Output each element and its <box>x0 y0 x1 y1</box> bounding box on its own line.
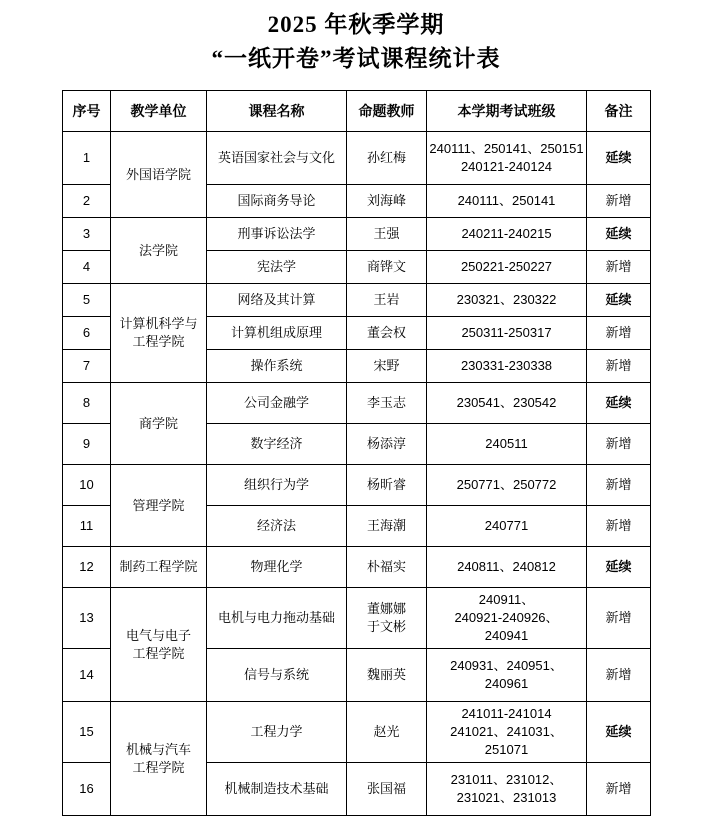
cell-classes: 230321、230322 <box>427 284 587 317</box>
cell-unit: 外国语学院 <box>111 132 207 218</box>
cell-seq: 12 <box>63 547 111 588</box>
header-classes: 本学期考试班级 <box>427 91 587 132</box>
cell-classes: 250221-250227 <box>427 251 587 284</box>
table-row <box>63 284 651 317</box>
cell-seq: 13 <box>63 588 111 649</box>
table-body <box>63 132 651 816</box>
cell-seq: 16 <box>63 763 111 816</box>
cell-classes: 240111、250141 <box>427 185 587 218</box>
cell-classes: 240771 <box>427 506 587 547</box>
cell-note: 新增 <box>587 588 651 649</box>
cell-teacher: 赵光 <box>347 702 427 763</box>
table-row <box>63 702 651 763</box>
cell-course: 物理化学 <box>207 547 347 588</box>
cell-classes: 231011、231012、 231021、231013 <box>427 763 587 816</box>
cell-note: 新增 <box>587 317 651 350</box>
cell-course: 英语国家社会与文化 <box>207 132 347 185</box>
cell-classes: 230331-230338 <box>427 350 587 383</box>
title-line-1: 2025 年秋季学期 <box>267 12 445 37</box>
cell-teacher: 杨昕睿 <box>347 465 427 506</box>
cell-seq: 5 <box>63 284 111 317</box>
cell-unit: 商学院 <box>111 383 207 465</box>
cell-teacher: 李玉志 <box>347 383 427 424</box>
cell-teacher: 董会权 <box>347 317 427 350</box>
table-row <box>63 547 651 588</box>
cell-teacher: 孙红梅 <box>347 132 427 185</box>
table-row <box>63 132 651 185</box>
cell-unit: 制药工程学院 <box>111 547 207 588</box>
cell-seq: 1 <box>63 132 111 185</box>
cell-note: 新增 <box>587 763 651 816</box>
cell-unit: 机械与汽车 工程学院 <box>111 702 207 816</box>
cell-seq: 4 <box>63 251 111 284</box>
table-row <box>63 218 651 251</box>
cell-seq: 3 <box>63 218 111 251</box>
cell-classes: 240911、 240921-240926、 240941 <box>427 588 587 649</box>
cell-classes: 240211-240215 <box>427 218 587 251</box>
cell-classes: 250771、250772 <box>427 465 587 506</box>
cell-teacher: 王岩 <box>347 284 427 317</box>
cell-note: 新增 <box>587 350 651 383</box>
cell-teacher: 杨添淳 <box>347 424 427 465</box>
cell-classes: 230541、230542 <box>427 383 587 424</box>
cell-teacher: 魏丽英 <box>347 649 427 702</box>
cell-teacher: 朴福实 <box>347 547 427 588</box>
cell-teacher: 刘海峰 <box>347 185 427 218</box>
cell-note: 新增 <box>587 185 651 218</box>
cell-course: 信号与系统 <box>207 649 347 702</box>
cell-unit: 管理学院 <box>111 465 207 547</box>
header-unit: 教学单位 <box>111 91 207 132</box>
cell-course: 操作系统 <box>207 350 347 383</box>
header-course: 课程名称 <box>207 91 347 132</box>
header-seq: 序号 <box>63 91 111 132</box>
cell-unit: 法学院 <box>111 218 207 284</box>
cell-note: 延续 <box>587 218 651 251</box>
cell-seq: 6 <box>63 317 111 350</box>
cell-classes: 240931、240951、 240961 <box>427 649 587 702</box>
cell-course: 组织行为学 <box>207 465 347 506</box>
cell-teacher: 张国福 <box>347 763 427 816</box>
cell-course: 宪法学 <box>207 251 347 284</box>
cell-course: 计算机组成原理 <box>207 317 347 350</box>
cell-seq: 2 <box>63 185 111 218</box>
cell-seq: 8 <box>63 383 111 424</box>
cell-course: 经济法 <box>207 506 347 547</box>
title-line-2: “一纸开卷”考试课程统计表 <box>211 46 501 71</box>
cell-note: 延续 <box>587 284 651 317</box>
cell-seq: 9 <box>63 424 111 465</box>
cell-classes: 240811、240812 <box>427 547 587 588</box>
cell-teacher: 董娜娜 于文彬 <box>347 588 427 649</box>
document-title <box>0 8 712 76</box>
cell-teacher: 宋野 <box>347 350 427 383</box>
cell-seq: 11 <box>63 506 111 547</box>
table-row <box>63 383 651 424</box>
cell-course: 公司金融学 <box>207 383 347 424</box>
cell-unit: 计算机科学与 工程学院 <box>111 284 207 383</box>
cell-course: 刑事诉讼法学 <box>207 218 347 251</box>
cell-note: 新增 <box>587 649 651 702</box>
cell-teacher: 王海潮 <box>347 506 427 547</box>
table-row <box>63 465 651 506</box>
cell-teacher: 商铧文 <box>347 251 427 284</box>
cell-course: 工程力学 <box>207 702 347 763</box>
cell-note: 新增 <box>587 251 651 284</box>
table-container <box>0 90 712 816</box>
table-header <box>63 91 651 132</box>
header-teacher: 命题教师 <box>347 91 427 132</box>
header-note: 备注 <box>587 91 651 132</box>
cell-unit: 电气与电子 工程学院 <box>111 588 207 702</box>
cell-note: 新增 <box>587 424 651 465</box>
cell-classes: 250311-250317 <box>427 317 587 350</box>
cell-note: 延续 <box>587 383 651 424</box>
course-statistics-table <box>62 90 651 816</box>
cell-note: 新增 <box>587 465 651 506</box>
cell-seq: 7 <box>63 350 111 383</box>
cell-seq: 14 <box>63 649 111 702</box>
table-header-row <box>63 91 651 132</box>
cell-seq: 10 <box>63 465 111 506</box>
cell-course: 机械制造技术基础 <box>207 763 347 816</box>
cell-course: 电机与电力拖动基础 <box>207 588 347 649</box>
cell-course: 国际商务导论 <box>207 185 347 218</box>
table-row <box>63 588 651 649</box>
cell-seq: 15 <box>63 702 111 763</box>
cell-classes: 240511 <box>427 424 587 465</box>
cell-classes: 241011-241014 241021、241031、 251071 <box>427 702 587 763</box>
cell-classes: 240111、250141、250151 240121-240124 <box>427 132 587 185</box>
cell-note: 延续 <box>587 702 651 763</box>
cell-note: 延续 <box>587 547 651 588</box>
cell-note: 新增 <box>587 506 651 547</box>
cell-course: 数字经济 <box>207 424 347 465</box>
cell-course: 网络及其计算 <box>207 284 347 317</box>
cell-teacher: 王强 <box>347 218 427 251</box>
cell-note: 延续 <box>587 132 651 185</box>
